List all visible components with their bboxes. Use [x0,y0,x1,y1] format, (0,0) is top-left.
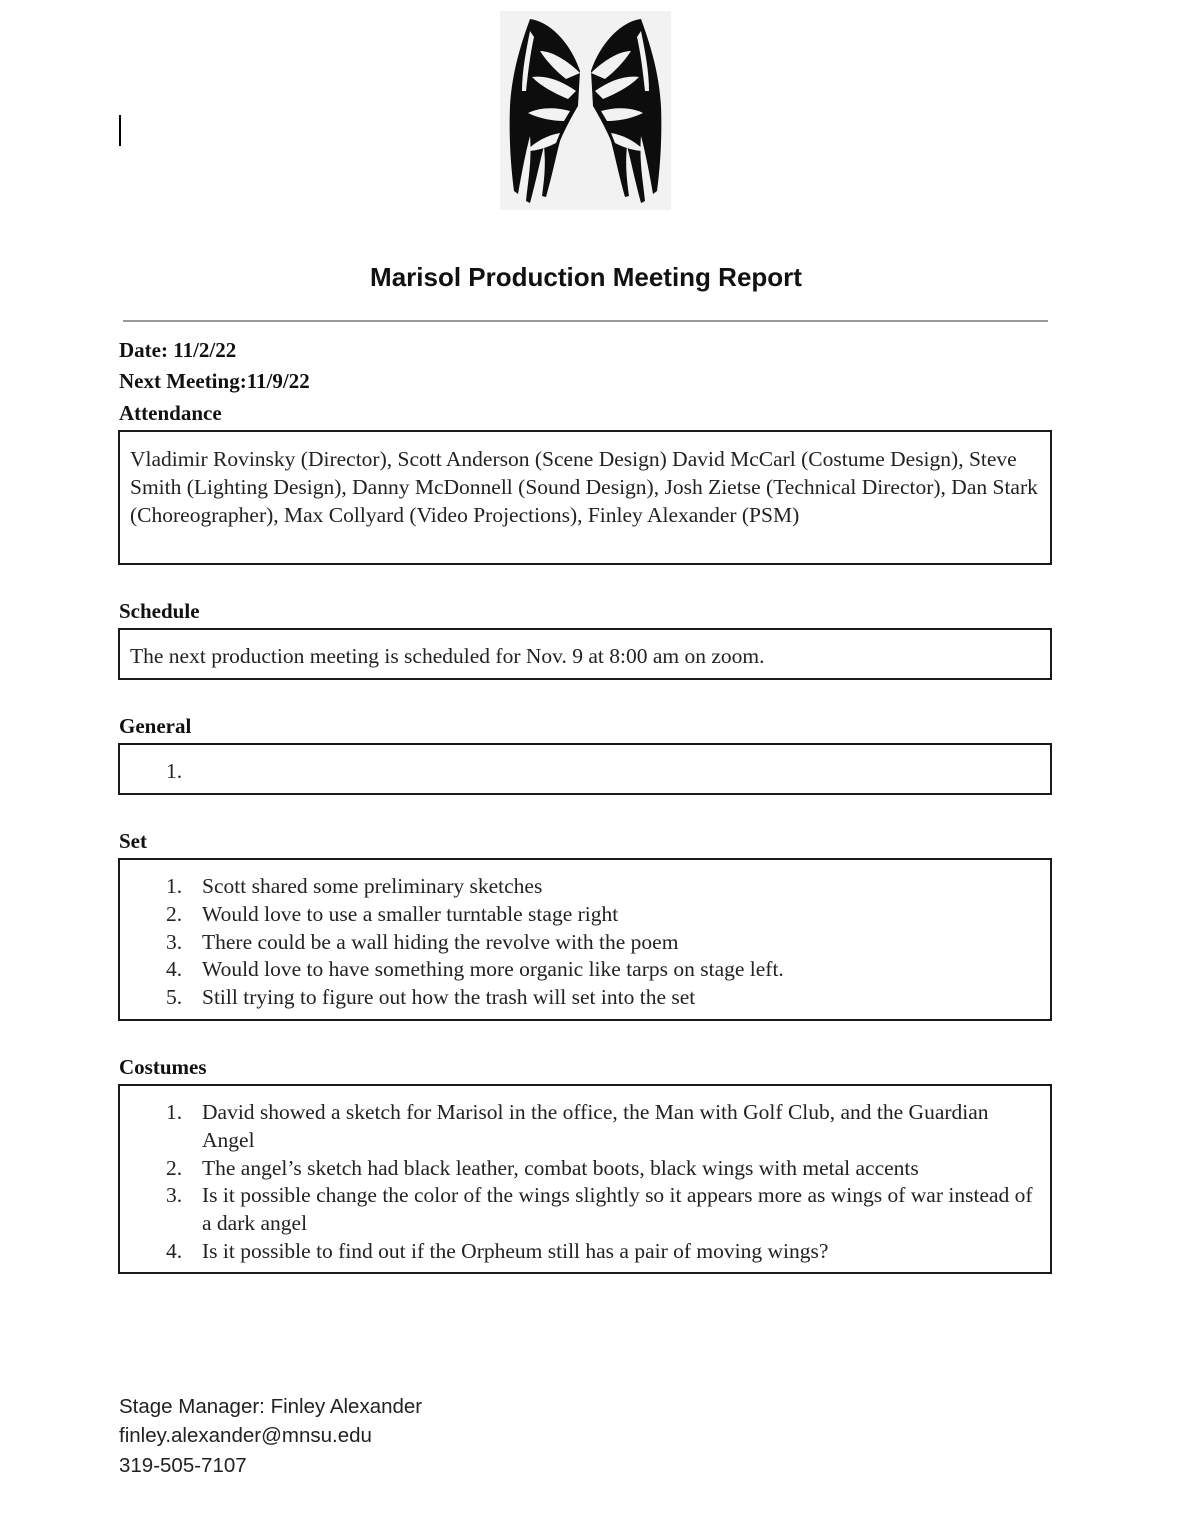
list-text: Is it possible change the color of the wings slightly so it appears more as wings of war instead of a dark angel [202,1183,1033,1236]
title-divider [123,320,1048,322]
list-text: Would love to have something more organic like tarps on stage left. [202,957,784,982]
next-meeting-date: Next Meeting:11/9/22 [119,369,310,393]
list-number: 2. [166,1155,183,1180]
list-item [120,901,1040,929]
schedule-box[interactable] [118,628,1052,680]
list-number: 1. [166,1100,183,1124]
meeting-date: Date: 11/2/22 [119,338,237,362]
stage-manager-phone: 319-505-7107 [119,1454,247,1477]
list-number: 2. [166,901,183,926]
costumes-box[interactable] [118,1084,1052,1274]
list-number: 3. [166,929,183,954]
text-cursor [119,115,121,146]
list-item [120,1099,1040,1155]
list-text: David showed a sketch for Marisol in the office, the Man with Golf Club, and the Guardian Angel [202,1100,989,1152]
list-item [120,873,1040,901]
attendance-heading: Attendance [119,401,222,425]
set-heading: Set [119,829,147,853]
list-number: 1. [166,759,183,783]
attendance-box[interactable] [118,430,1052,565]
page-title: Marisol Production Meeting Report [370,262,802,292]
schedule-heading: Schedule [119,599,200,623]
general-box[interactable] [118,743,1052,795]
list-number: 4. [166,1238,183,1263]
list-text: Is it possible to find out if the Orpheum still has a pair of moving wings? [202,1238,829,1263]
list-item [120,984,1040,1012]
list-number: 1. [166,874,183,898]
list-text: The angel’s sketch had black leather, combat boots, black wings with metal accents [202,1155,919,1180]
attendance-text: Vladimir Rovinsky (Director), Scott Anderson (Scene Design) David McCarl (Costume Design), Steve Smith (Lighting Design), Danny McDonnell (Sound Design), Josh Zietse (Technical Director), Dan Stark (Choreographer), Max Collyard (Video Projections), Finley Alexander (PSM) [130,447,1038,527]
list-item [120,1238,1040,1266]
list-number: 4. [166,957,183,982]
list-item [120,956,1040,984]
list-item [120,758,1040,786]
angel-wings-icon [500,11,671,210]
list-text: Still trying to figure out how the trash will set into the set [202,985,696,1010]
stage-manager-name: Stage Manager: Finley Alexander [119,1395,423,1418]
stage-manager-email[interactable]: finley.alexander@mnsu.edu [119,1424,372,1447]
list-item [120,1182,1040,1238]
general-heading: General [119,714,192,738]
schedule-text: The next production meeting is scheduled for Nov. 9 at 8:00 am on zoom. [130,644,765,668]
list-text: There could be a wall hiding the revolve with the poem [202,929,679,954]
list-text: Would love to use a smaller turntable stage right [202,901,619,926]
list-text: Scott shared some preliminary sketches [202,874,543,898]
set-list [120,873,1040,1012]
list-item [120,929,1040,957]
costumes-heading: Costumes [119,1055,207,1079]
list-number: 3. [166,1183,183,1208]
costumes-list [120,1099,1040,1266]
list-item [120,1155,1040,1183]
set-box[interactable] [118,858,1052,1021]
list-number: 5. [166,985,183,1010]
general-list [120,758,1040,786]
